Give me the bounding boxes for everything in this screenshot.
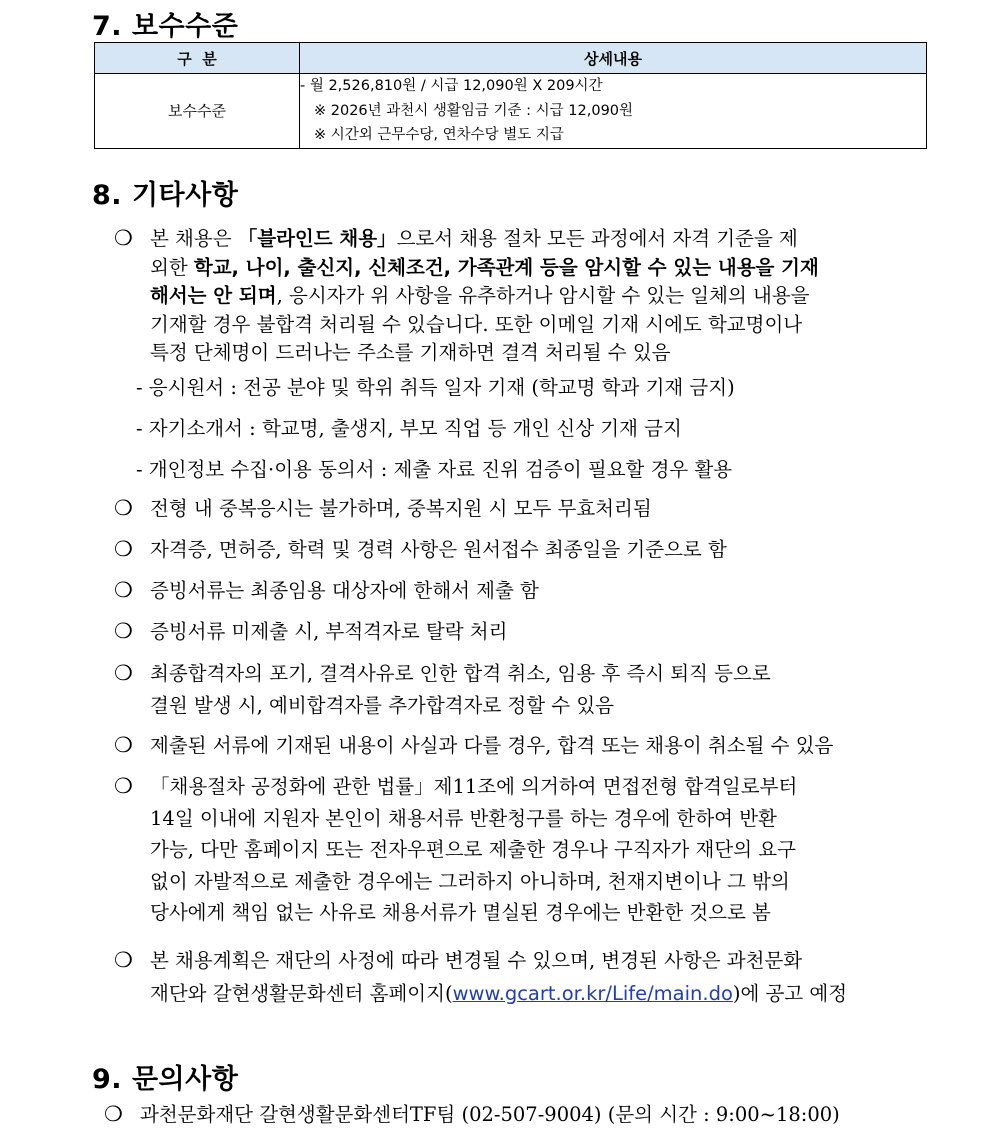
detail-note: ※ 시간외 근무수당, 연차수당 별도 지급 xyxy=(314,127,564,143)
bullet-icon: ❍ xyxy=(114,948,133,972)
detail-line: - 월 2,526,810원 / 시급 12,090원 X 209시간 xyxy=(300,78,603,94)
text-bold: 해서는 안 되며 xyxy=(150,284,277,307)
item-reserve-pass xyxy=(114,657,898,722)
text: 제출된 서류에 기재된 내용이 사실과 다를 경우, 합격 또는 채용이 취소될 수 있음 xyxy=(150,734,834,757)
homepage-link[interactable]: www.gcart.or.kr/Life/main.do xyxy=(452,982,733,1005)
item-duplicate xyxy=(114,494,898,524)
bullet-icon: ❍ xyxy=(114,226,133,250)
sub-item-application: - 응시원서 : 전공 분야 및 학위 취득 일자 기재 (학교명 학과 기재 금지) xyxy=(136,376,735,399)
text: 14일 이내에 지원자 본인이 채용서류 반환청구를 하는 경우에 한하여 반환 xyxy=(150,806,777,830)
paragraph-blind-hiring xyxy=(114,224,898,368)
item-missing-documents xyxy=(114,617,898,647)
bullet-icon: ❍ xyxy=(114,774,133,798)
item-document-return xyxy=(114,771,898,929)
text: 특정 단체명이 드러나는 주소를 기재하면 결격 처리될 수 있음 xyxy=(150,341,671,364)
bullet-icon: ❍ xyxy=(114,537,133,561)
text: 최종합격자의 포기, 결격사유로 인한 합격 취소, 임용 후 즉시 퇴직 등으로 xyxy=(150,662,771,685)
text: 본 채용계획은 재단의 사정에 따라 변경될 수 있으며, 변경된 사항은 과천문화 xyxy=(150,949,803,972)
pay-table xyxy=(94,42,927,149)
text: 본 채용은 xyxy=(150,227,238,250)
text: 결원 발생 시, 예비합격자를 추가합격자로 정할 수 있음 xyxy=(150,694,615,717)
text: 당사에게 책임 없는 사유로 채용서류가 멸실된 경우에는 반환한 것으로 봄 xyxy=(150,901,771,924)
bullet-icon: ❍ xyxy=(114,733,133,757)
header-category: 구 분 xyxy=(95,43,300,74)
text: 과천문화재단 갈현생활문화센터TF팀 (02-507-9004) (문의 시간 : 9:00~18:00) xyxy=(140,1103,840,1126)
item-plan-change xyxy=(114,944,898,1010)
text-bold: 「블라인드 채용」 xyxy=(237,227,397,250)
text: 가능, 다만 홈페이지 또는 전자우편으로 제출한 경우나 구직자가 재단의 요구 xyxy=(150,838,796,861)
bullet-icon: ❍ xyxy=(114,578,133,602)
item-false-info xyxy=(114,731,898,761)
text: 증빙서류는 최종임용 대상자에 한해서 제출 함 xyxy=(150,579,539,602)
text: 으로서 채용 절차 모든 과정에서 자격 기준을 제 xyxy=(396,227,798,250)
text: 기재할 경우 불합격 처리될 수 있습니다. 또한 이메일 기재 시에도 학교명이나 xyxy=(150,312,803,336)
header-detail: 상세내용 xyxy=(300,43,927,74)
bullet-icon: ❍ xyxy=(114,661,133,685)
text-bold: 학교, 나이, 출신지, 신체조건, 가족관계 등을 암시할 수 있는 내용을 기재 xyxy=(193,255,819,279)
section-8-title: 8. 기타사항 xyxy=(92,180,239,211)
sub-item-cover-letter: - 자기소개서 : 학교명, 출생지, 부모 직업 등 개인 신상 기재 금지 xyxy=(136,417,682,440)
text: )에 공고 예정 xyxy=(732,982,848,1005)
item-documents xyxy=(114,576,898,606)
contact-item xyxy=(104,1100,888,1130)
detail-cell xyxy=(300,74,927,149)
category-cell: 보수수준 xyxy=(95,74,300,149)
detail-note: ※ 2026년 과천시 생활임금 기준 : 시급 12,090원 xyxy=(314,102,634,119)
text: 재단와 갈현생활문화센터 홈페이지( xyxy=(150,982,453,1005)
text: 외한 xyxy=(150,255,194,279)
section-7-title: 7. 보수수준 xyxy=(92,11,239,42)
text: 전형 내 중복응시는 불가하며, 중복지원 시 모두 무효처리됨 xyxy=(150,497,652,520)
text: , 응시자가 위 사항을 유추하거나 암시할 수 있는 일체의 내용을 xyxy=(276,284,810,307)
sub-item-privacy: - 개인정보 수집·이용 동의서 : 제출 자료 진위 검증이 필요할 경우 활용 xyxy=(136,458,733,481)
item-qualification xyxy=(114,535,898,565)
text: 자격증, 면허증, 학력 및 경력 사항은 원서접수 최종일을 기준으로 함 xyxy=(150,538,727,561)
bullet-icon: ❍ xyxy=(114,496,133,520)
bullet-icon: ❍ xyxy=(104,1102,123,1126)
text: 「채용절차 공정화에 관한 법률」제11조에 의거하여 면접전형 합격일로부터 xyxy=(150,775,798,798)
bullet-icon: ❍ xyxy=(114,619,133,643)
text: 없이 자발적으로 제출한 경우에는 그러하지 아니하며, 천재지변이나 그 밖의 xyxy=(150,869,790,893)
text: 증빙서류 미제출 시, 부적격자로 탈락 처리 xyxy=(150,620,508,643)
section-9-title: 9. 문의사항 xyxy=(92,1064,239,1095)
